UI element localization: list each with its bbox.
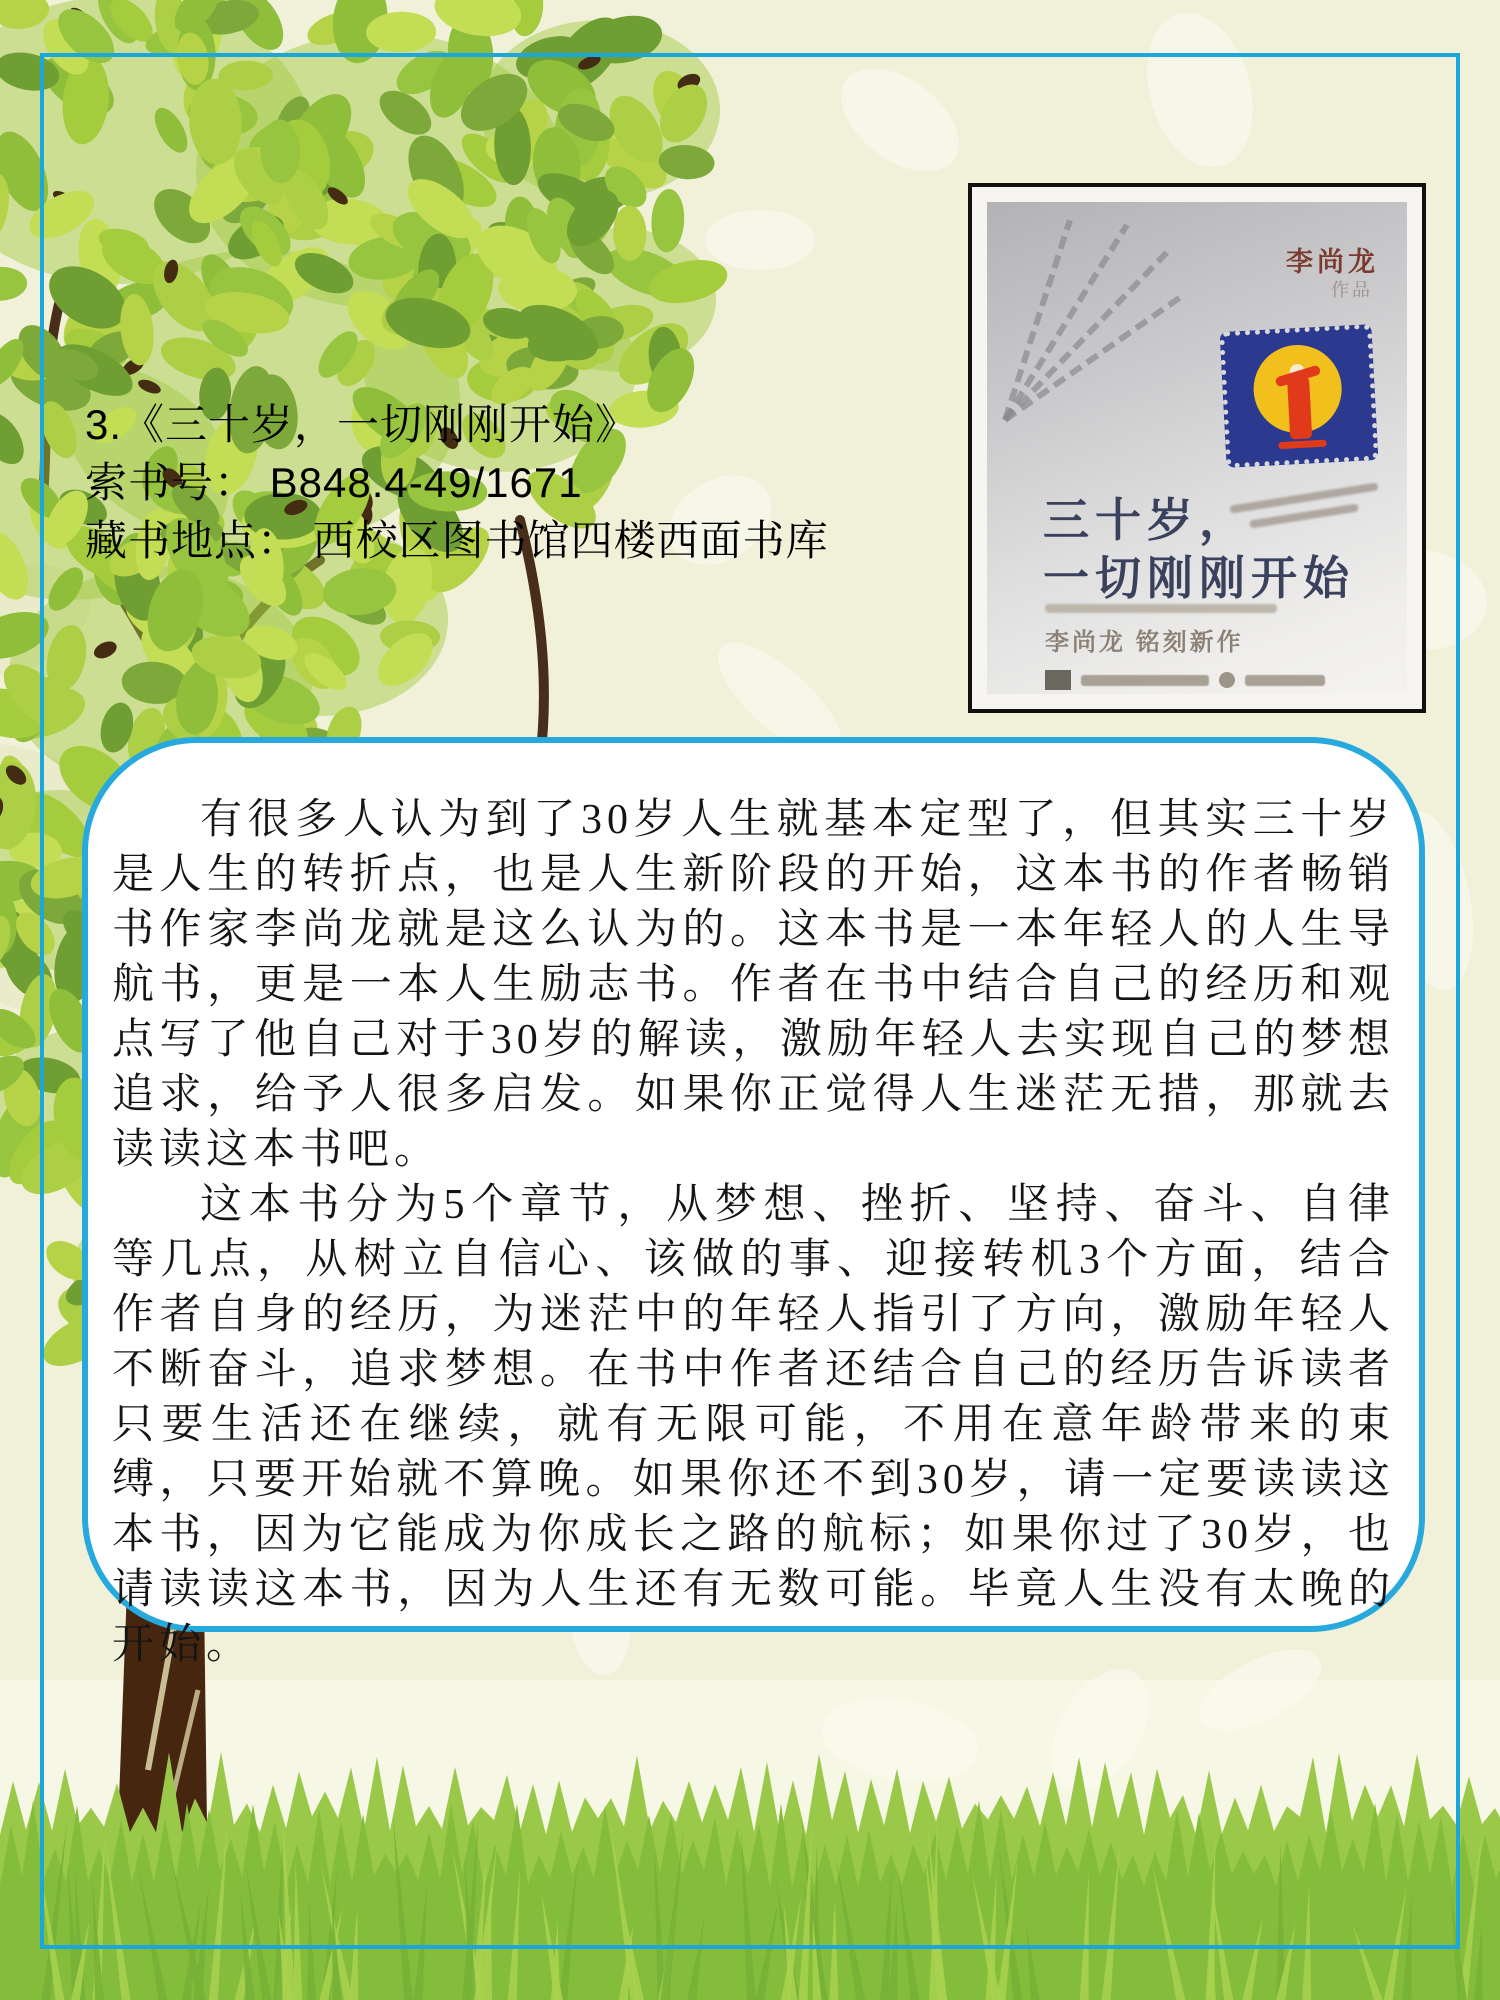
cover-title-line2: 一切刚刚开始 <box>1043 552 1355 604</box>
diagonal-text-lines <box>997 212 1257 452</box>
cover-photo-mat <box>972 187 1422 709</box>
cover-author: 李尚龙 <box>1286 247 1379 277</box>
publisher-logo-icon <box>1219 672 1235 688</box>
publisher-logos <box>1045 670 1325 690</box>
stamp-illustration <box>1220 324 1379 468</box>
publisher-logo-icon <box>1045 670 1071 690</box>
publisher-name-blur <box>1245 675 1325 686</box>
cover-title-line1: 三十岁， <box>1043 494 1251 546</box>
cover-author-suffix: 作品 <box>1331 280 1373 300</box>
blurred-subtitle-line <box>1045 604 1277 613</box>
call-number: 索书号： B848.4-49/1671 <box>85 459 583 506</box>
description-bubble <box>82 737 1425 1668</box>
book-cover-photo <box>968 183 1426 713</box>
book-entry-header <box>85 396 829 570</box>
publisher-name-blur <box>1081 675 1209 686</box>
entry-title: 3.《三十岁，一切刚刚开始》 <box>85 401 639 448</box>
cover-byline: 李尚龙 铭刻新作 <box>1045 629 1244 656</box>
cover-photo-area <box>987 202 1407 694</box>
stamp-base-shape <box>1278 440 1326 450</box>
description-paragraph-2: 这本书分为5个章节，从梦想、挫折、坚持、奋斗、自律等几点，从树立自信心、该做的事、迎接转机3个方面，结合作者自身的经历，为迷茫中的年轻人指引了方向，激励年轻人不断奋斗，追求梦想。在书中作者还结合自己的经历告诉读者只要生活还在继续，就有无限可能，不用在意年龄带来的束缚，只要开始就不算晚。如果你还不到30岁，请一定要读读这本书，因为它能成为你成长之路的航标；如果你过了30岁，也请读读这本书，因为人生还有无数可能。毕竟人生没有太晚的开始。 <box>112 1182 1395 1668</box>
person-icon <box>1287 376 1312 439</box>
shelf-location: 藏书地点： 西校区图书馆四楼西面书库 <box>85 517 829 564</box>
description-paragraph-1: 有很多人认为到了30岁人生就基本定型了，但其实三十岁是人生的转折点，也是人生新阶段的开始，这本书的作者畅销书作家李尚龙就是这么认为的。这本书是一本年轻人的人生导航书，更是一本人生励志书。作者在书中结合自己的经历和观点写了他自己对于30岁的解读，激励年轻人去实现自己的梦想追求，给予人很多启发。如果你正觉得人生迷茫无措，那就去读读这本书吧。 <box>112 797 1395 1173</box>
